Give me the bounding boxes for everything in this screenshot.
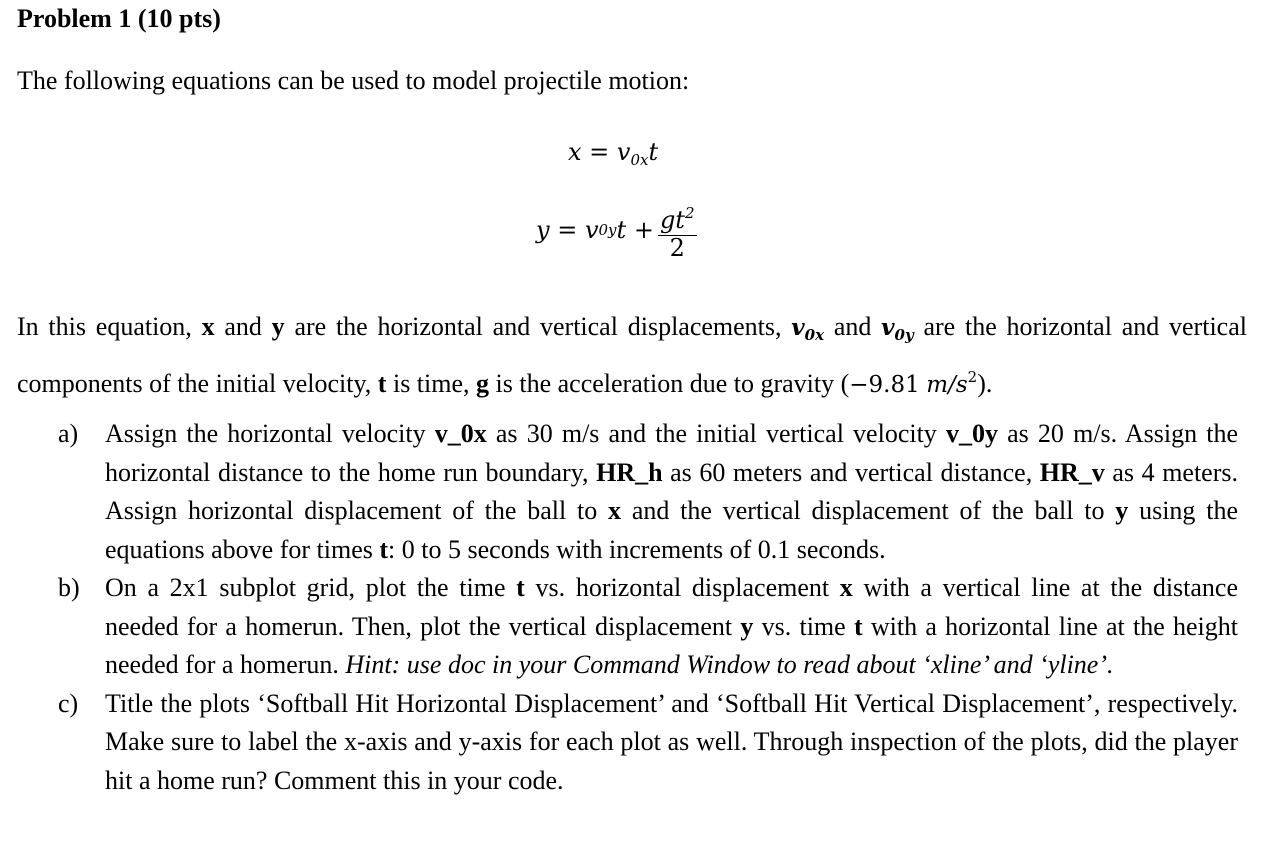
list-item-text: Assign the horizontal velocity v_0x as 30 m/s and the initial vertical velocity v_0y as 20 m/s. Assign the horizontal distance to the home run boundary, HR_h as 60 meters and vertical distance, HR_v as 4 meters. Assign horizontal displacement of the ball to x and the vertical displacement of the ball to y using the equations above for times t: 0 to 5 seconds with increments of 0.1 seconds.: [105, 419, 1238, 564]
eq-x-equals: =: [581, 138, 617, 166]
equation-y: [536, 200, 697, 260]
hint-text: Hint: use doc in your Command Window to read about ‘xline’ and ‘yline’.: [345, 650, 1114, 679]
list-item-c: [58, 685, 1238, 801]
fraction-denominator: 2: [669, 234, 685, 262]
eq-y-fraction: [658, 200, 697, 260]
v0x-symbol: $v_{0x}$: [791, 314, 825, 344]
eq-x-lhs: x: [568, 138, 582, 166]
v0y-symbol: $v_{0y}$: [881, 314, 914, 344]
eq-y-t: t: [616, 216, 627, 244]
eq-x-v-sub: 0x: [630, 151, 649, 169]
list-item-text: Title the plots ‘Softball Hit Horizontal Displacement’ and ‘Softball Hit Vertical Displacement’, respectively. Make sure to label the x-axis and y-axis for each plot as well. Through inspection of the plots, did the player hit a home run? Comment this in your code.: [105, 688, 1238, 795]
explanation-paragraph: In this equation, x and y are the horizontal and vertical displacements, $v_{0x}$ and $v_{0y}$ are the horizontal and vertical components of the initial velocity, t is time, g is the acceleration due to gravity (−9.81 $m/s^2$).: [17, 312, 1247, 398]
eq-y-v-sub: 0y: [598, 221, 617, 239]
list-item-a: [58, 415, 1238, 569]
eq-y-equals: =: [549, 216, 585, 244]
fraction-numerator: $gt^2$: [658, 200, 697, 236]
list-item-b: [58, 569, 1238, 685]
list-marker: c): [58, 688, 79, 718]
equation-x: [568, 138, 658, 169]
problem-heading: Problem 1 (10 pts): [17, 4, 221, 33]
list-marker: a): [58, 419, 79, 448]
list-item-text: On a 2x1 subplot grid, plot the time t vs. horizontal displacement x with a vertical line at the distance needed for a homerun. Then, plot the vertical displacement y vs. time t with a horizontal line at the height needed for a homerun. Hint: use doc in your Command Window to read about ‘xline’ and ‘yline’.: [105, 573, 1239, 679]
intro-text: The following equations can be used to model projectile motion:: [17, 66, 690, 95]
list-marker: b): [58, 573, 80, 602]
eq-x-v: v: [616, 138, 631, 166]
eq-y-lhs: y: [536, 216, 550, 244]
task-list: [58, 415, 1238, 800]
eq-y-plus: +: [626, 216, 654, 244]
eq-y-v: v: [584, 216, 599, 244]
eq-x-t: t: [648, 138, 659, 166]
gravity-value: −9.81 $m/s^2$: [849, 368, 978, 398]
